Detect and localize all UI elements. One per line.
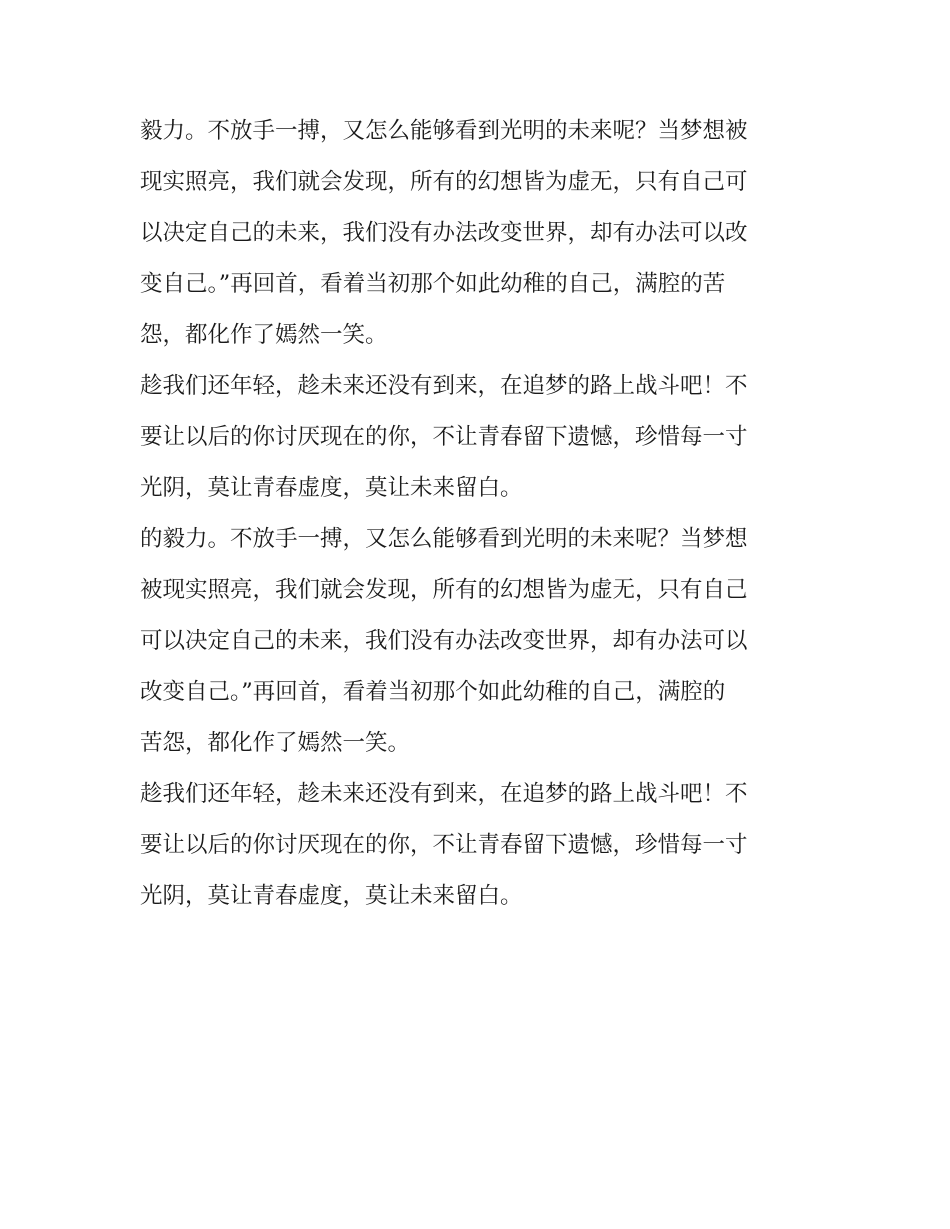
document-body [140,106,820,922]
text-line: 以决定自己的未来，我们没有办法改变世界，却有办法可以改 [140,220,748,246]
text-line: 要让以后的你讨厌现在的你，不让青春留下遗憾，珍惜每一寸 [140,832,748,858]
text-line: 光阴，莫让青春虚度，莫让未来留白。 [140,475,523,501]
text-line: 趁我们还年轻，趁未来还没有到来，在追梦的路上战斗吧！不 [140,781,748,807]
text-line: 趁我们还年轻，趁未来还没有到来，在追梦的路上战斗吧！不 [140,373,748,399]
text-line: 光阴，莫让青春虚度，莫让未来留白。 [140,883,523,909]
text-line: 怨，都化作了嫣然一笑。 [140,322,388,348]
paragraph-4 [140,769,820,922]
paragraph-1 [140,106,820,361]
text-line: 被现实照亮，我们就会发现，所有的幻想皆为虚无，只有自己 [140,577,748,603]
text-line: 变自己。”再回首，看着当初那个如此幼稚的自己，满腔的苦 [140,271,726,297]
text-line: 现实照亮，我们就会发现，所有的幻想皆为虚无，只有自己可 [140,169,748,195]
text-line: 苦怨，都化作了嫣然一笑。 [140,730,411,756]
paragraph-2 [140,361,820,514]
text-line: 毅力。不放手一搏，又怎么能够看到光明的未来呢？当梦想被 [140,118,748,144]
text-line: 的毅力。不放手一搏，又怎么能够看到光明的未来呢？当梦想 [140,526,748,552]
paragraph-3 [140,514,820,769]
text-line: 要让以后的你讨厌现在的你，不让青春留下遗憾，珍惜每一寸 [140,424,748,450]
text-line: 改变自己。”再回首，看着当初那个如此幼稚的自己，满腔的 [140,679,726,705]
text-line: 可以决定自己的未来，我们没有办法改变世界，却有办法可以 [140,628,748,654]
